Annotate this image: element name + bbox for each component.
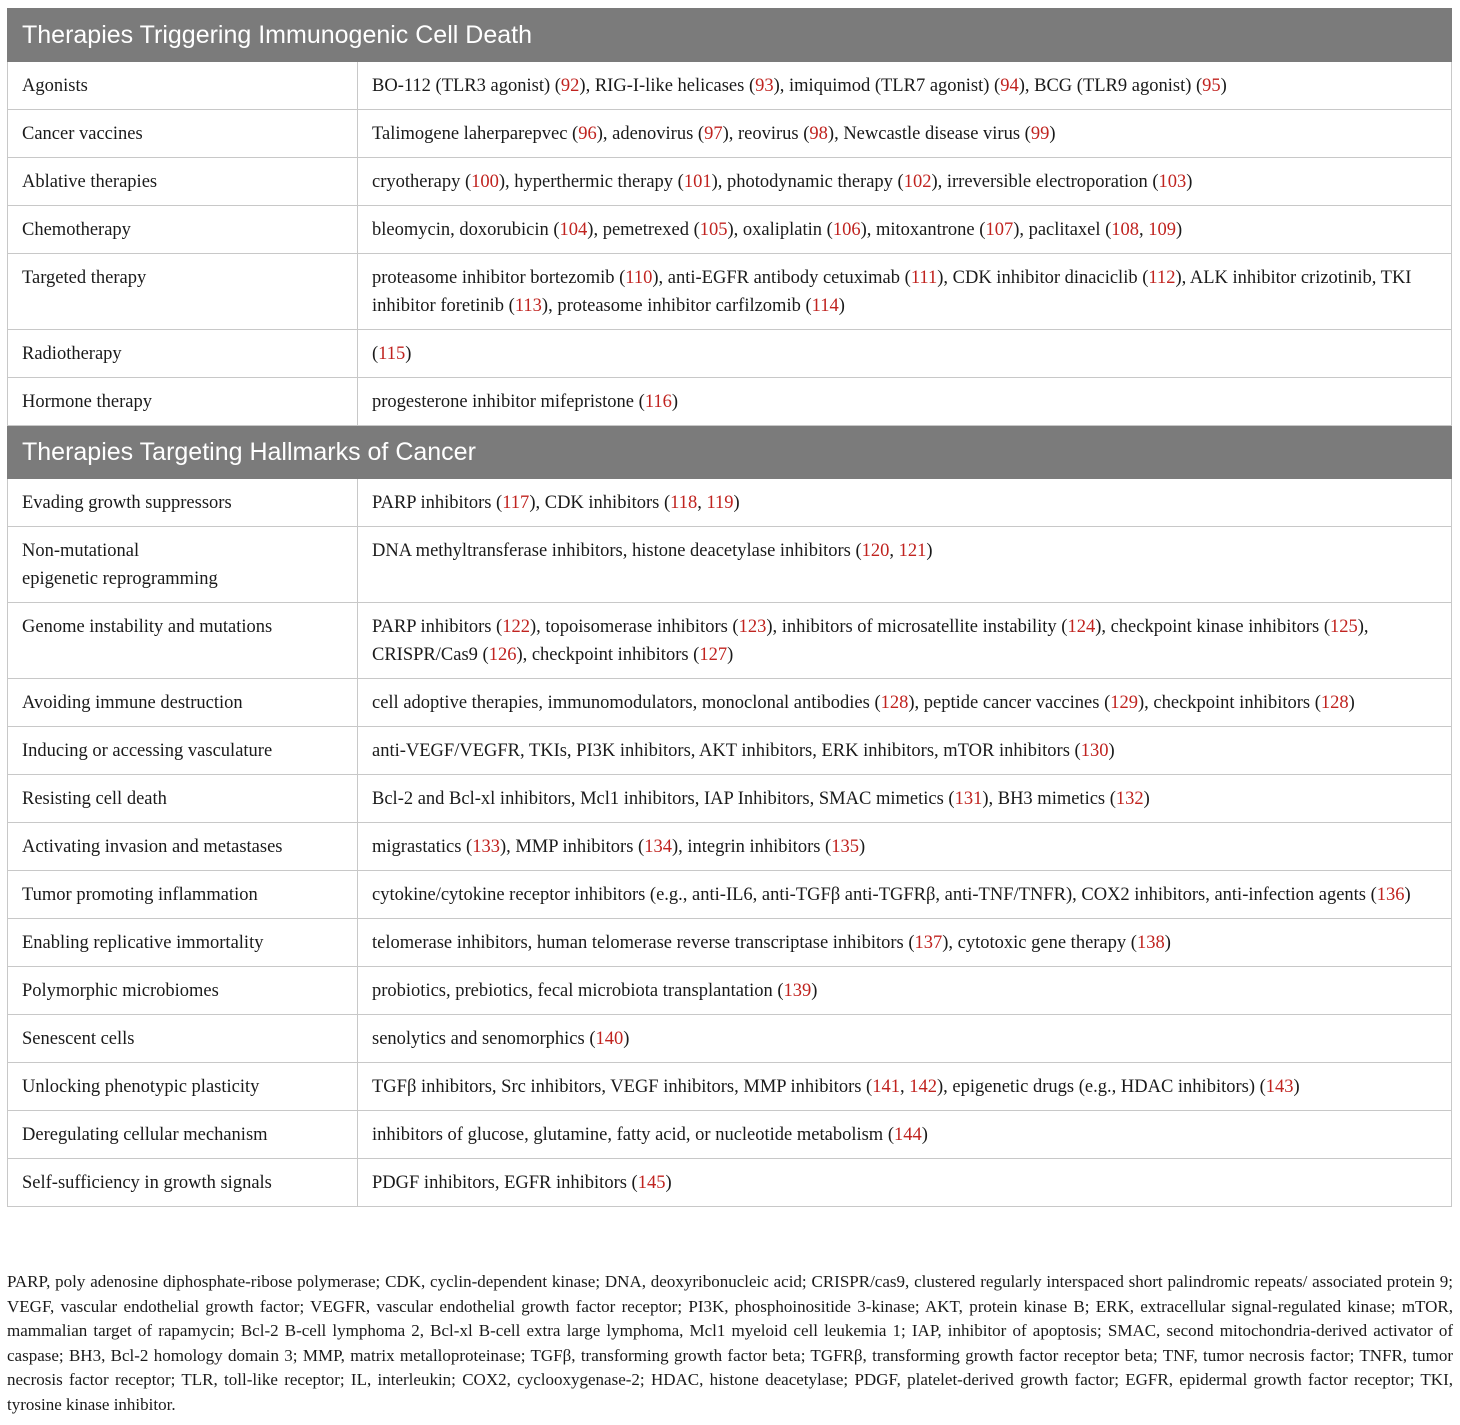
content-text: ), topoisomerase inhibitors ( <box>529 617 739 637</box>
row-content-cell <box>358 158 1452 206</box>
content-text: ), mitoxantrone ( <box>860 220 986 240</box>
reference-link[interactable]: 123 <box>738 617 767 637</box>
content-text: ), photodynamic therapy ( <box>711 172 904 192</box>
reference-link[interactable]: 105 <box>699 220 728 240</box>
content-text: ) <box>1164 933 1171 953</box>
reference-link[interactable]: 143 <box>1265 1077 1294 1097</box>
row-label-cell <box>8 823 358 871</box>
reference-link[interactable]: 131 <box>954 789 983 809</box>
row-content-cell <box>358 330 1452 378</box>
table-row <box>8 1111 1452 1159</box>
row-content-cell <box>358 527 1452 603</box>
table-row <box>8 679 1452 727</box>
reference-link[interactable]: 122 <box>502 617 530 637</box>
content-text: ), BH3 mimetics ( <box>982 789 1116 809</box>
reference-link[interactable]: 137 <box>914 933 943 953</box>
reference-link[interactable]: 104 <box>559 220 588 240</box>
row-label-cell <box>8 679 358 727</box>
reference-link[interactable]: 102 <box>903 172 932 192</box>
reference-link[interactable]: 121 <box>898 541 927 561</box>
content-text: ), epigenetic drugs (e.g., HDAC inhibitors) ( <box>936 1077 1266 1097</box>
row-content <box>372 206 1437 253</box>
table-row <box>8 158 1452 206</box>
content-text: ) <box>1143 789 1150 809</box>
table-row <box>8 378 1452 426</box>
reference-link[interactable]: 96 <box>578 124 597 144</box>
content-text: ), integrin inhibitors ( <box>671 837 832 857</box>
row-label: Genome instability and mutations <box>22 617 273 637</box>
table-row <box>8 1015 1452 1063</box>
row-label: Enabling replicative immortality <box>22 933 264 953</box>
row-content-cell <box>358 775 1452 823</box>
reference-link[interactable]: 128 <box>880 693 909 713</box>
row-label: Inducing or accessing vasculature <box>22 741 273 761</box>
content-text: ), checkpoint kinase inhibitors ( <box>1095 617 1330 637</box>
content-text: probiotics, prebiotics, fecal microbiota transplantation ( <box>372 981 784 1001</box>
content-text: TGFβ inhibitors, Src inhibitors, VEGF inhibitors, MMP inhibitors ( <box>372 1077 873 1097</box>
row-label-cell <box>8 479 358 527</box>
row-content-cell <box>358 679 1452 727</box>
row-content-cell <box>358 110 1452 158</box>
row-content <box>372 679 1437 726</box>
table-row <box>8 871 1452 919</box>
content-text: anti-VEGF/VEGFR, TKIs, PI3K inhibitors, AKT inhibitors, ERK inhibitors, mTOR inhibitors ( <box>372 741 1081 761</box>
row-content-cell <box>358 919 1452 967</box>
table-footnote: PARP, poly adenosine diphosphate-ribose polymerase; CDK, cyclin-dependent kinase; DNA, deoxyribonucleic acid; CRISPR/cas9, clustered regularly interspaced short palindromic repeats/ associated protein 9; VEGF, vascular endothelial growth factor; VEGFR, vascular endothelial growth factor receptor; PI3K, phosphoinositide 3-kinase; AKT, protein kinase B; ERK, extracellular signal-regulated kinase; mTOR, mammalian target of rapamycin; Bcl-2 B-cell lymphoma 2, Bcl-xl B-cell extra large lymphoma, Mcl1 myeloid cell leukemia 1; IAP, inhibitor of apoptosis; SMAC, second mitochondria-derived activator of caspase; BH3, Bcl-2 homology domain 3; MMP, matrix metalloproteinase; TGFβ, transforming growth factor beta; TGFRβ, transforming growth factor receptor beta; TNF, tumor necrosis factor; TNFR, tumor necrosis factor receptor; TLR, toll-like receptor; IL, interleukin; COX2, cyclooxygenase-2; HDAC, histone deacetylase; PDGF, platelet-derived growth factor; EGFR, epidermal growth factor receptor; TKI, tyrosine kinase inhibitor. <box>7 1272 1453 1414</box>
content-text: ) <box>1176 220 1183 240</box>
reference-link[interactable]: 118 <box>670 493 698 513</box>
reference-link[interactable]: 107 <box>985 220 1014 240</box>
table-row <box>8 527 1452 603</box>
content-text: senolytics and senomorphics ( <box>372 1029 596 1049</box>
row-content <box>372 378 1437 425</box>
row-label: Deregulating cellular mechanism <box>22 1125 268 1145</box>
content-text: ), irreversible electroporation ( <box>931 172 1159 192</box>
content-text: PDGF inhibitors, EGFR inhibitors ( <box>372 1173 638 1193</box>
reference-link[interactable]: 117 <box>502 493 530 513</box>
table-row <box>8 919 1452 967</box>
row-label: Hormone therapy <box>22 392 152 412</box>
row-content-cell <box>358 206 1452 254</box>
row-content-cell <box>358 254 1452 330</box>
content-text: inhibitors of glucose, glutamine, fatty acid, or nucleotide metabolism ( <box>372 1125 894 1145</box>
row-content-cell <box>358 823 1452 871</box>
row-label-cell <box>8 1015 358 1063</box>
row-content <box>372 158 1437 205</box>
table-row <box>8 110 1452 158</box>
section-header-row <box>8 9 1452 62</box>
content-text: ), imiquimod (TLR7 agonist) ( <box>773 76 1001 96</box>
reference-link[interactable]: 124 <box>1067 617 1096 637</box>
content-text: Talimogene laherparepvec ( <box>372 124 579 144</box>
row-content-cell <box>358 967 1452 1015</box>
reference-link[interactable]: 98 <box>809 124 828 144</box>
reference-link[interactable]: 133 <box>472 837 500 857</box>
therapies-table <box>7 8 1452 1207</box>
row-content <box>372 110 1437 157</box>
content-text: proteasome inhibitor bortezomib ( <box>372 268 626 288</box>
reference-link[interactable]: 99 <box>1030 124 1050 144</box>
row-label-cell <box>8 378 358 426</box>
content-text: DNA methyltransferase inhibitors, histone deacetylase inhibitors ( <box>372 541 862 561</box>
content-text: progesterone inhibitor mifepristone ( <box>372 392 645 412</box>
therapies-table-container <box>7 8 1452 1207</box>
therapies-table-body <box>8 9 1452 1207</box>
row-label-cell <box>8 775 358 823</box>
content-text: ) <box>1186 172 1193 192</box>
reference-link[interactable]: 128 <box>1320 693 1349 713</box>
row-label-cell <box>8 158 358 206</box>
row-label-cell <box>8 1111 358 1159</box>
content-text: cytokine/cytokine receptor inhibitors (e.g., anti-IL6, anti-TGFβ anti-TGFRβ, anti-TNF/TNFR), COX2 inhibitors, anti-infection agents ( <box>372 885 1377 905</box>
reference-link[interactable]: 93 <box>755 76 774 96</box>
section-title: Therapies Triggering Immunogenic Cell Death <box>8 9 1452 62</box>
content-text: ) <box>1293 1077 1300 1097</box>
row-label-cell <box>8 603 358 679</box>
reference-link[interactable]: 140 <box>595 1029 624 1049</box>
content-text: BO-112 (TLR3 agonist) ( <box>372 76 561 96</box>
row-content <box>372 1015 1437 1062</box>
content-text: ), CDK inhibitors ( <box>529 493 671 513</box>
reference-link[interactable]: 130 <box>1080 741 1109 761</box>
row-content <box>372 727 1437 774</box>
content-text: ) <box>926 541 933 561</box>
row-content-cell <box>358 1111 1452 1159</box>
reference-link[interactable]: 112 <box>1148 268 1176 288</box>
row-content <box>372 330 1437 377</box>
table-row <box>8 1159 1452 1207</box>
content-text: ) <box>405 344 412 364</box>
content-text: ) <box>1220 76 1227 96</box>
row-label-cell <box>8 727 358 775</box>
row-content-cell <box>358 479 1452 527</box>
content-text: ( <box>372 344 379 364</box>
content-text: ) <box>838 296 845 316</box>
row-label-cell <box>8 871 358 919</box>
row-content <box>372 1063 1437 1110</box>
table-row <box>8 823 1452 871</box>
row-label: Cancer vaccines <box>22 124 143 144</box>
row-content-cell <box>358 727 1452 775</box>
content-text: ), CDK inhibitor dinaciclib ( <box>937 268 1149 288</box>
row-content <box>372 1111 1437 1158</box>
row-content <box>372 62 1437 109</box>
table-row <box>8 775 1452 823</box>
row-content <box>372 479 1437 526</box>
content-text: ), adenovirus ( <box>596 124 705 144</box>
row-content <box>372 967 1437 1014</box>
reference-link[interactable]: 142 <box>909 1077 937 1097</box>
content-text: ), RIG-I-like helicases ( <box>579 76 756 96</box>
reference-link[interactable]: 116 <box>644 392 672 412</box>
content-text: ) <box>665 1173 672 1193</box>
content-text: ) <box>1348 693 1355 713</box>
reference-link[interactable]: 145 <box>637 1173 666 1193</box>
row-content-cell <box>358 378 1452 426</box>
row-content <box>372 1159 1437 1206</box>
content-text: , <box>899 1077 910 1097</box>
reference-link[interactable]: 139 <box>783 981 812 1001</box>
row-label-cell <box>8 110 358 158</box>
row-content <box>372 527 1437 574</box>
content-text: cryotherapy ( <box>372 172 472 192</box>
content-text: PARP inhibitors ( <box>372 617 503 637</box>
row-label-cell <box>8 967 358 1015</box>
section-title: Therapies Targeting Hallmarks of Cancer <box>8 426 1452 479</box>
reference-link[interactable]: 129 <box>1110 693 1138 713</box>
content-text: ) <box>1108 741 1115 761</box>
content-text: ), reovirus ( <box>722 124 810 144</box>
row-content-cell <box>358 1063 1452 1111</box>
row-content <box>372 823 1437 870</box>
content-text: ) <box>727 645 734 665</box>
reference-link[interactable]: 125 <box>1329 617 1358 637</box>
content-text: ) <box>623 1029 630 1049</box>
reference-link[interactable]: 141 <box>872 1077 900 1097</box>
table-row <box>8 603 1452 679</box>
row-label-cell <box>8 254 358 330</box>
reference-link[interactable]: 108 <box>1111 220 1140 240</box>
row-label: Unlocking phenotypic plasticity <box>22 1077 260 1097</box>
content-text: , <box>697 493 707 513</box>
row-label-cell <box>8 62 358 110</box>
row-label: Chemotherapy <box>22 220 131 240</box>
content-text: ), BCG (TLR9 agonist) ( <box>1018 76 1203 96</box>
content-text: ) <box>811 981 818 1001</box>
content-text: ), Newcastle disease virus ( <box>827 124 1031 144</box>
content-text: ), proteasome inhibitor carfilzomib ( <box>541 296 812 316</box>
reference-link[interactable]: 110 <box>625 268 653 288</box>
row-content-cell <box>358 1015 1452 1063</box>
row-content <box>372 919 1437 966</box>
content-text: ), checkpoint inhibitors ( <box>516 645 700 665</box>
row-content-cell <box>358 62 1452 110</box>
content-text: ) <box>921 1125 928 1145</box>
row-label: Targeted therapy <box>22 268 147 288</box>
table-row <box>8 1063 1452 1111</box>
table-row <box>8 254 1452 330</box>
reference-link[interactable]: 144 <box>893 1125 922 1145</box>
row-label: Non-mutational epigenetic reprogramming <box>22 541 218 589</box>
reference-link[interactable]: 97 <box>704 124 723 144</box>
row-content <box>372 871 1437 918</box>
content-text: ) <box>1049 124 1056 144</box>
row-label-cell <box>8 206 358 254</box>
content-text: ), ALK inhibitor crizotinib, TKI inhibitor foretinib ( <box>372 268 1412 316</box>
content-text: ), inhibitors of microsatellite instability ( <box>766 617 1068 637</box>
row-label: Radiotherapy <box>22 344 122 364</box>
content-text: migrastatics ( <box>372 837 473 857</box>
content-text: ) <box>733 493 740 513</box>
content-text: telomerase inhibitors, human telomerase reverse transcriptase inhibitors ( <box>372 933 915 953</box>
table-row <box>8 967 1452 1015</box>
row-label-cell <box>8 330 358 378</box>
reference-link[interactable]: 92 <box>560 76 580 96</box>
row-label: Tumor promoting inflammation <box>22 885 258 905</box>
reference-link[interactable]: 115 <box>378 344 406 364</box>
content-text: ), pemetrexed ( <box>587 220 700 240</box>
reference-link[interactable]: 100 <box>471 172 499 192</box>
reference-link[interactable]: 120 <box>861 541 890 561</box>
row-label-cell <box>8 1159 358 1207</box>
row-content <box>372 603 1437 678</box>
section-header-row <box>8 426 1452 479</box>
content-text: ), MMP inhibitors ( <box>499 837 645 857</box>
reference-link[interactable]: 134 <box>644 837 672 857</box>
reference-link[interactable]: 95 <box>1202 76 1221 96</box>
row-label: Ablative therapies <box>22 172 158 192</box>
row-content <box>372 775 1437 822</box>
reference-link[interactable]: 103 <box>1158 172 1187 192</box>
row-label: Avoiding immune destruction <box>22 693 243 713</box>
row-label: Activating invasion and metastases <box>22 837 283 857</box>
content-text: ), cytotoxic gene therapy ( <box>942 933 1137 953</box>
content-text: ), oxaliplatin ( <box>727 220 833 240</box>
table-row <box>8 330 1452 378</box>
reference-link[interactable]: 113 <box>514 296 542 316</box>
content-text: ) <box>1404 885 1411 905</box>
table-row <box>8 206 1452 254</box>
reference-link[interactable]: 114 <box>811 296 839 316</box>
row-content-cell <box>358 1159 1452 1207</box>
content-text: ), hyperthermic therapy ( <box>498 172 684 192</box>
row-content-cell <box>358 603 1452 679</box>
content-text: ), CRISPR/Cas9 ( <box>372 617 1369 665</box>
content-text: cell adoptive therapies, immunomodulators, monoclonal antibodies ( <box>372 693 881 713</box>
row-label: Polymorphic microbiomes <box>22 981 219 1001</box>
reference-link[interactable]: 94 <box>1000 76 1019 96</box>
content-text: ), paclitaxel ( <box>1013 220 1112 240</box>
table-row <box>8 62 1452 110</box>
reference-link[interactable]: 109 <box>1148 220 1177 240</box>
content-text: ), checkpoint inhibitors ( <box>1137 693 1321 713</box>
content-text: bleomycin, doxorubicin ( <box>372 220 560 240</box>
reference-link[interactable]: 127 <box>699 645 728 665</box>
reference-link[interactable]: 136 <box>1376 885 1405 905</box>
reference-link[interactable]: 101 <box>683 172 712 192</box>
row-label: Agonists <box>22 76 88 96</box>
content-text: ) <box>671 392 679 412</box>
row-content-cell <box>358 871 1452 919</box>
content-text: ), anti-EGFR antibody cetuximab ( <box>652 268 911 288</box>
reference-link[interactable]: 126 <box>488 645 517 665</box>
content-text: PARP inhibitors ( <box>372 493 503 513</box>
table-row <box>8 727 1452 775</box>
reference-link[interactable]: 132 <box>1115 789 1144 809</box>
reference-link[interactable]: 119 <box>706 493 734 513</box>
reference-link[interactable]: 111 <box>910 268 938 288</box>
content-text: Bcl-2 and Bcl-xl inhibitors, Mcl1 inhibitors, IAP Inhibitors, SMAC mimetics ( <box>372 789 955 809</box>
row-label-cell <box>8 527 358 603</box>
row-label: Self-sufficiency in growth signals <box>22 1173 272 1193</box>
reference-link[interactable]: 135 <box>831 837 859 857</box>
row-label: Senescent cells <box>22 1029 135 1049</box>
content-text: ), peptide cancer vaccines ( <box>908 693 1111 713</box>
row-content <box>372 254 1437 329</box>
row-label: Evading growth suppressors <box>22 493 232 513</box>
row-label-cell <box>8 1063 358 1111</box>
row-label-cell <box>8 919 358 967</box>
content-text: , <box>889 541 899 561</box>
reference-link[interactable]: 106 <box>832 220 861 240</box>
reference-link[interactable]: 138 <box>1136 933 1165 953</box>
table-row <box>8 479 1452 527</box>
row-label: Resisting cell death <box>22 789 167 809</box>
content-text: , <box>1139 220 1149 240</box>
content-text: ) <box>858 837 866 857</box>
